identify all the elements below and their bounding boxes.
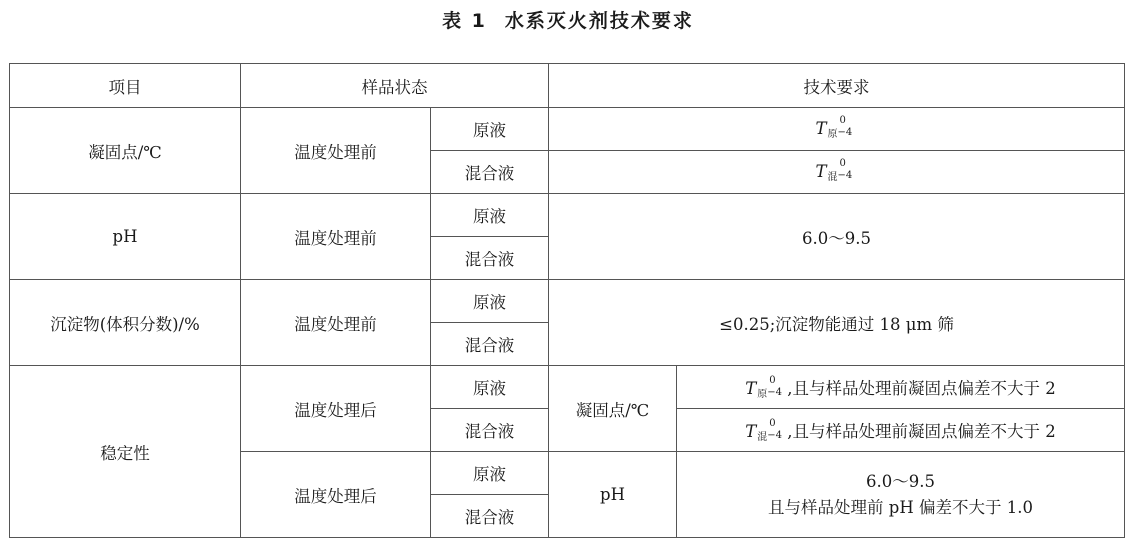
- temperature-symbol: T: [815, 161, 827, 181]
- freeze-mix-requirement: [549, 151, 1125, 194]
- freeze-mix-label: 混合液: [431, 151, 549, 194]
- tolerance-upper: 0: [839, 157, 846, 169]
- stability-ph-state-cell: 温度处理后: [241, 452, 431, 538]
- tolerance-upper: 0: [769, 374, 776, 386]
- ph-mix-label: 混合液: [431, 237, 549, 280]
- tolerance-lower: −4: [767, 386, 782, 398]
- header-item: 项目: [10, 64, 241, 108]
- tolerance: [767, 374, 787, 398]
- freeze-orig-requirement: [549, 108, 1125, 151]
- temperature-symbol: T: [745, 421, 757, 441]
- tolerance: [767, 417, 787, 441]
- temperature-symbol: T: [815, 118, 827, 138]
- stability-ph-orig-label: 原液: [431, 452, 549, 495]
- table-title: [0, 6, 1132, 33]
- freeze-deviation-text: ,且与样品处理前凝固点偏差不大于 2: [787, 378, 1056, 398]
- subscript-orig: 原: [827, 128, 838, 140]
- table-row: [10, 280, 1125, 323]
- table-title-text: 水系灭火剂技术要求: [504, 10, 694, 32]
- sediment-orig-label: 原液: [431, 280, 549, 323]
- header-requirement: 技术要求: [549, 64, 1125, 108]
- tolerance-upper: 0: [769, 417, 776, 429]
- freeze-item-cell: 凝固点/℃: [10, 108, 241, 194]
- tolerance-lower: −4: [837, 126, 853, 138]
- ph-range-line: 6.0～9.5: [866, 471, 935, 491]
- requirements-table: [9, 63, 1125, 538]
- tolerance-lower: −4: [767, 429, 782, 441]
- subscript-mix: 混: [827, 171, 838, 183]
- temperature-symbol: T: [745, 378, 757, 398]
- tolerance: [837, 157, 858, 181]
- stability-ph-requirement: [677, 452, 1125, 538]
- table-row: [10, 366, 1125, 409]
- table-number: 表 1: [442, 10, 487, 32]
- sediment-item-cell: 沉淀物(体积分数)/%: [10, 280, 241, 366]
- stability-freeze-mix-label: 混合液: [431, 409, 549, 452]
- freeze-orig-label: 原液: [431, 108, 549, 151]
- stability-freeze-orig-label: 原液: [431, 366, 549, 409]
- freeze-deviation-text: ,且与样品处理前凝固点偏差不大于 2: [787, 421, 1056, 441]
- header-row: [10, 64, 1125, 108]
- table-row: [10, 108, 1125, 151]
- ph-state-cell: 温度处理前: [241, 194, 431, 280]
- sediment-mix-label: 混合液: [431, 323, 549, 366]
- sediment-state-cell: 温度处理前: [241, 280, 431, 366]
- ph-orig-label: 原液: [431, 194, 549, 237]
- tolerance: [837, 114, 858, 138]
- stability-item-cell: 稳定性: [10, 366, 241, 538]
- stability-freeze-label: 凝固点/℃: [549, 366, 677, 452]
- stability-ph-mix-label: 混合液: [431, 495, 549, 538]
- stability-freeze-mix-requirement: [677, 409, 1125, 452]
- sediment-requirement: ≤0.25;沉淀物能通过 18 μm 筛: [549, 280, 1125, 366]
- ph-requirement: 6.0～9.5: [549, 194, 1125, 280]
- stability-freeze-state-cell: 温度处理后: [241, 366, 431, 452]
- subscript-mix: 混: [757, 431, 768, 443]
- table-row: [10, 194, 1125, 237]
- tolerance-upper: 0: [839, 114, 846, 126]
- tolerance-lower: −4: [837, 169, 853, 181]
- ph-deviation-line: 且与样品处理前 pH 偏差不大于 1.0: [768, 497, 1033, 517]
- subscript-orig: 原: [757, 388, 768, 400]
- stability-ph-label: pH: [549, 452, 677, 538]
- stability-freeze-orig-requirement: [677, 366, 1125, 409]
- ph-item-cell: pH: [10, 194, 241, 280]
- header-sample-state: 样品状态: [241, 64, 549, 108]
- freeze-state-cell: 温度处理前: [241, 108, 431, 194]
